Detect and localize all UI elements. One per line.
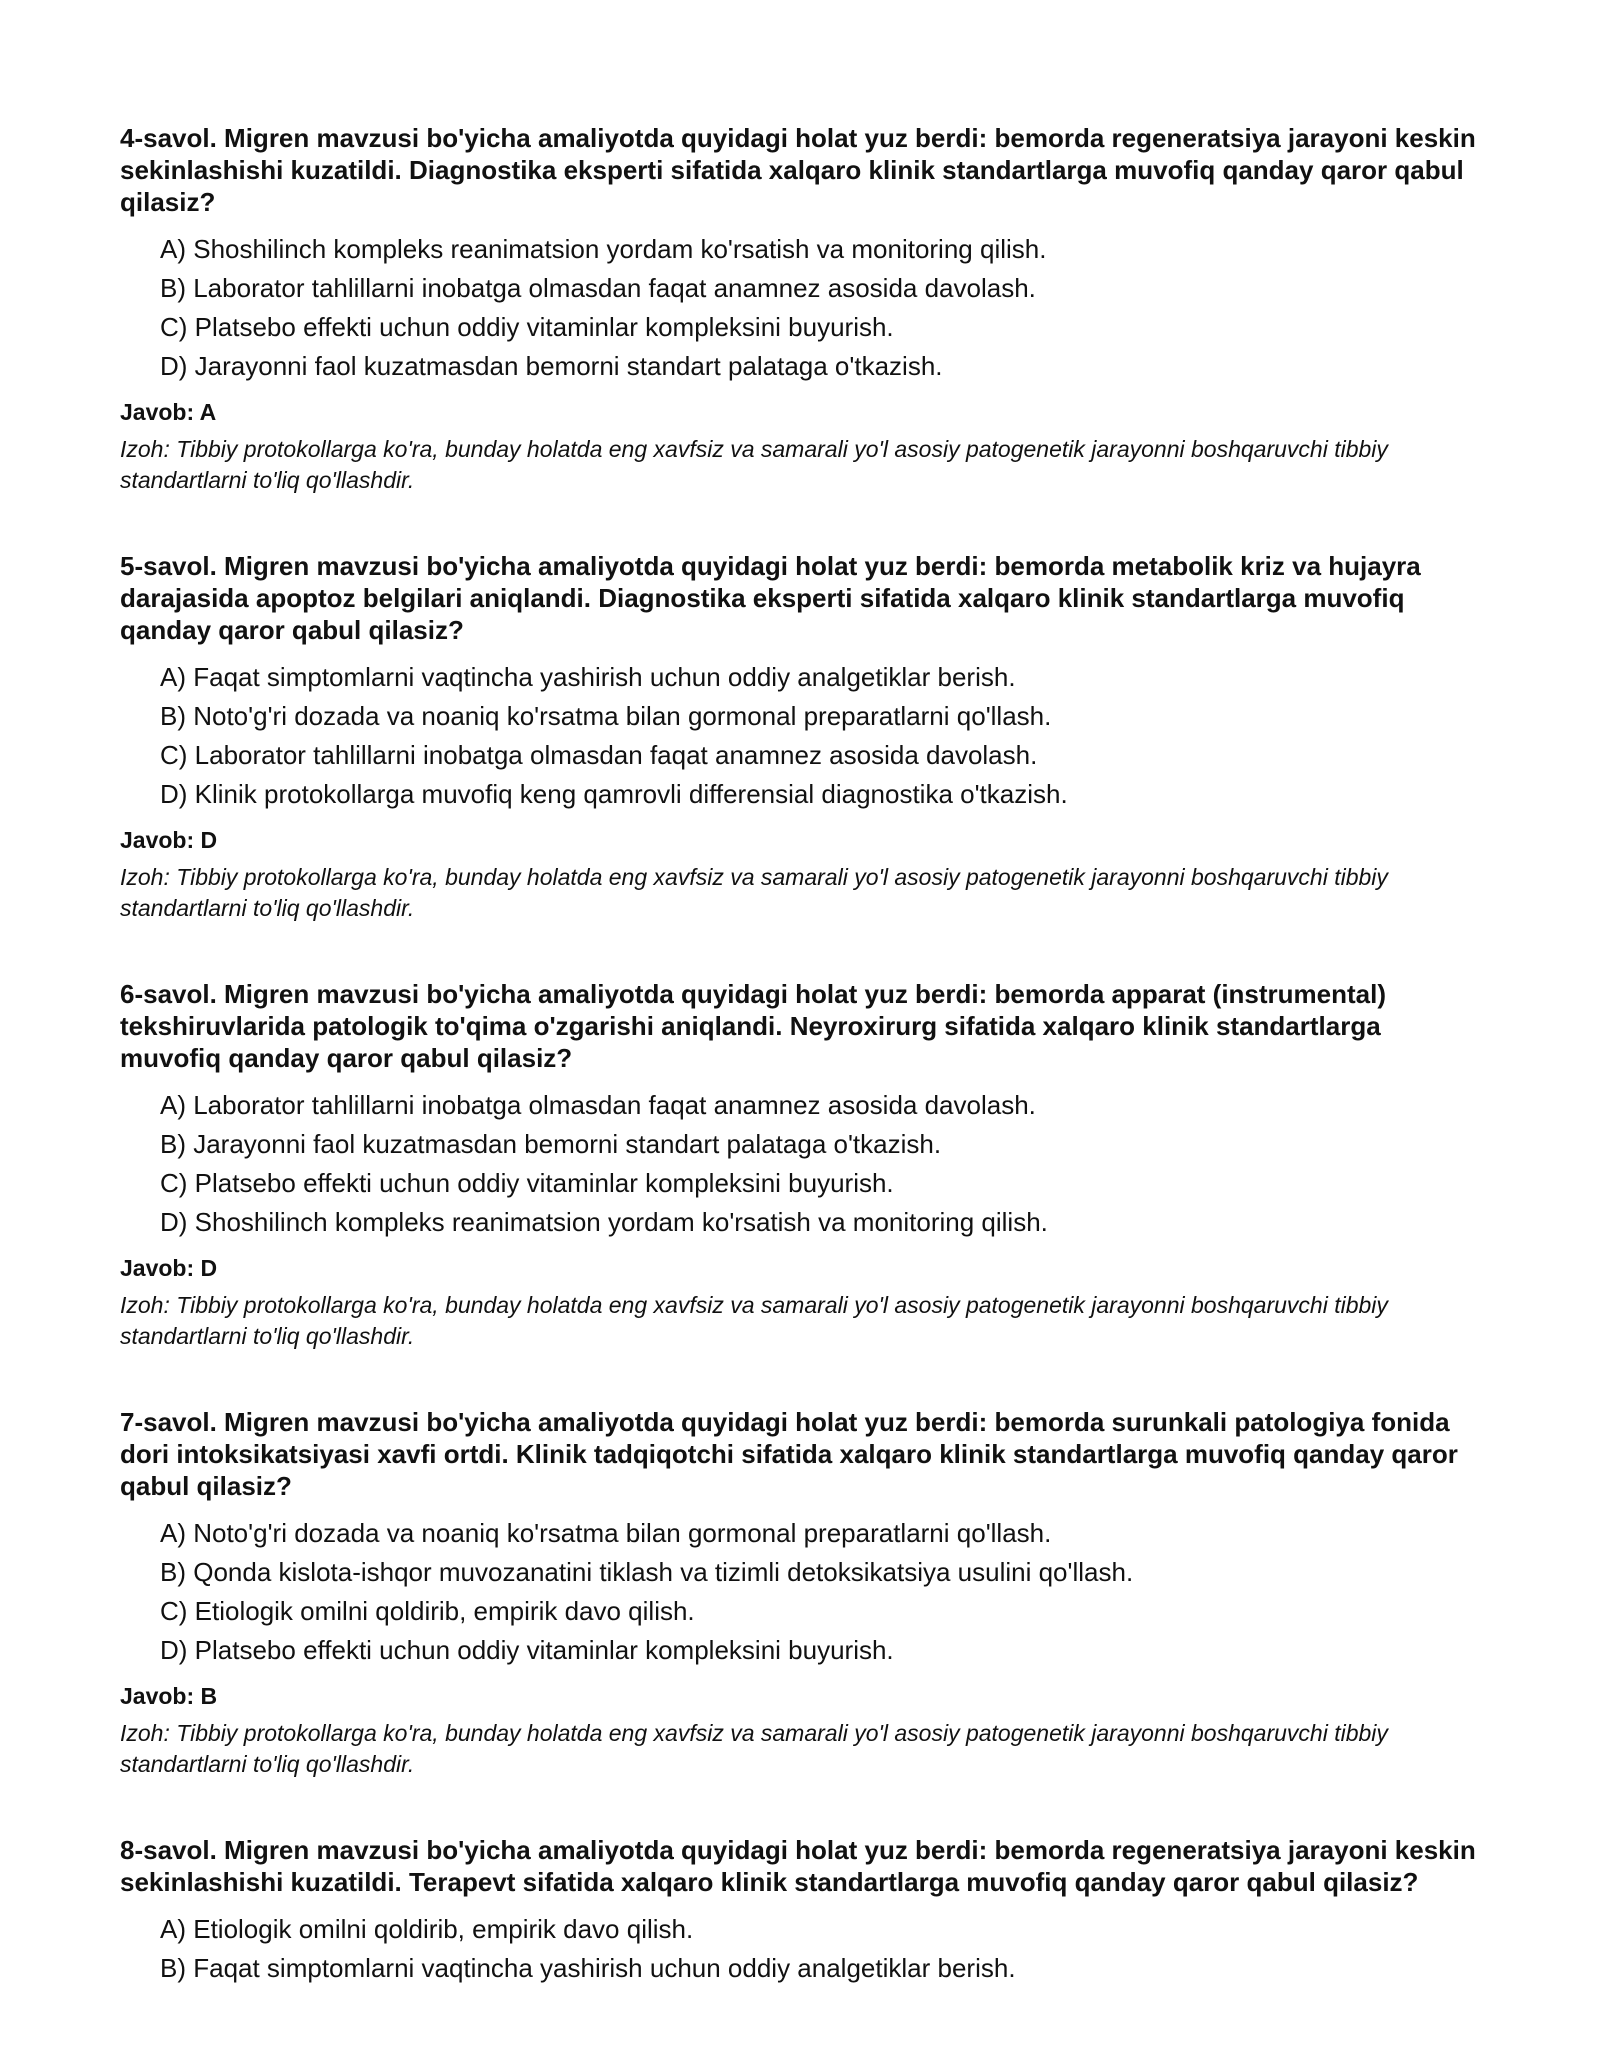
answer-key: Javob: B bbox=[120, 1683, 218, 1709]
question-text: 5-savol. Migren mavzusi bo'yicha amaliyotda quyidagi holat yuz berdi: bemorda metabolik kriz va hujayra darajasida apoptoz belgilari aniqlandi. Diagnostika eksperti sifatida xalqaro klinik standartlarga muvofiq qanday qaror qabul qilasiz? bbox=[120, 551, 1421, 645]
option-a: A) Faqat simptomlarni vaqtincha yashirish uchun oddiy analgetiklar berish. bbox=[160, 662, 1016, 692]
document-page bbox=[120, 122, 1480, 2042]
option-b: B) Laborator tahlillarni inobatga olmasdan faqat anamnez asosida davolash. bbox=[160, 273, 1036, 303]
question-text: 7-savol. Migren mavzusi bo'yicha amaliyotda quyidagi holat yuz berdi: bemorda surunkali patologiya fonida dori intoksikatsiyasi xavfi ortdi. Klinik tadqiqotchi sifatida xalqaro klinik standartlarga muvofiq qanday qaror qabul qilasiz? bbox=[120, 1407, 1458, 1501]
answer-options bbox=[120, 658, 1480, 814]
option-b: B) Jarayonni faol kuzatmasdan bemorni standart palataga o'tkazish. bbox=[160, 1129, 942, 1159]
option-c: C) Platsebo effekti uchun oddiy vitaminlar kompleksini buyurish. bbox=[160, 1168, 894, 1198]
question-block-4 bbox=[120, 122, 1480, 496]
option-d: D) Klinik protokollarga muvofiq keng qamrovli differensial diagnostika o'tkazish. bbox=[160, 779, 1068, 809]
option-b: B) Qonda kislota-ishqor muvozanatini tiklash va tizimli detoksikatsiya usulini qo'llash. bbox=[160, 1557, 1134, 1587]
option-c: C) Etiologik omilni qoldirib, empirik davo qilish. bbox=[160, 1596, 695, 1626]
option-d: D) Jarayonni faol kuzatmasdan bemorni standart palataga o'tkazish. bbox=[160, 351, 943, 381]
option-a: A) Laborator tahlillarni inobatga olmasdan faqat anamnez asosida davolash. bbox=[160, 1090, 1036, 1120]
option-a: A) Noto'g'ri dozada va noaniq ko'rsatma bilan gormonal preparatlarni qo'llash. bbox=[160, 1518, 1052, 1548]
explanation-note: Izoh: Tibbiy protokollarga ko'ra, bunday holatda eng xavfsiz va samarali yo'l asosiy patogenetik jarayonni boshqaruvchi tibbiy standartlarni to'liq qo'llashdir. bbox=[120, 436, 1388, 493]
answer-key: Javob: D bbox=[120, 1255, 218, 1281]
answer-options bbox=[120, 230, 1480, 386]
question-block-6 bbox=[120, 978, 1480, 1352]
option-a: A) Shoshilinch kompleks reanimatsion yordam ko'rsatish va monitoring qilish. bbox=[160, 234, 1047, 264]
question-block-7 bbox=[120, 1406, 1480, 1780]
answer-key: Javob: D bbox=[120, 827, 218, 853]
option-b: B) Noto'g'ri dozada va noaniq ko'rsatma bilan gormonal preparatlarni qo'llash. bbox=[160, 701, 1052, 731]
answer-key: Javob: A bbox=[120, 399, 217, 425]
option-c: C) Platsebo effekti uchun oddiy vitaminlar kompleksini buyurish. bbox=[160, 312, 894, 342]
explanation-note: Izoh: Tibbiy protokollarga ko'ra, bunday holatda eng xavfsiz va samarali yo'l asosiy patogenetik jarayonni boshqaruvchi tibbiy standartlarni to'liq qo'llashdir. bbox=[120, 1292, 1388, 1349]
question-text: 4-savol. Migren mavzusi bo'yicha amaliyotda quyidagi holat yuz berdi: bemorda regeneratsiya jarayoni keskin sekinlashishi kuzatildi. Diagnostika eksperti sifatida xalqaro klinik standartlarga muvofiq qanday qaror qabul qilasiz? bbox=[120, 123, 1476, 217]
question-block-8 bbox=[120, 1834, 1480, 1988]
answer-options bbox=[120, 1910, 1480, 1988]
explanation-note: Izoh: Tibbiy protokollarga ko'ra, bunday holatda eng xavfsiz va samarali yo'l asosiy patogenetik jarayonni boshqaruvchi tibbiy standartlarni to'liq qo'llashdir. bbox=[120, 1720, 1388, 1777]
option-b: B) Faqat simptomlarni vaqtincha yashirish uchun oddiy analgetiklar berish. bbox=[160, 1953, 1016, 1983]
explanation-note: Izoh: Tibbiy protokollarga ko'ra, bunday holatda eng xavfsiz va samarali yo'l asosiy patogenetik jarayonni boshqaruvchi tibbiy standartlarni to'liq qo'llashdir. bbox=[120, 864, 1388, 921]
option-c: C) Laborator tahlillarni inobatga olmasdan faqat anamnez asosida davolash. bbox=[160, 740, 1038, 770]
question-text: 8-savol. Migren mavzusi bo'yicha amaliyotda quyidagi holat yuz berdi: bemorda regeneratsiya jarayoni keskin sekinlashishi kuzatildi. Terapevt sifatida xalqaro klinik standartlarga muvofiq qanday qaror qabul qilasiz? bbox=[120, 1835, 1476, 1897]
question-block-5 bbox=[120, 550, 1480, 924]
question-text: 6-savol. Migren mavzusi bo'yicha amaliyotda quyidagi holat yuz berdi: bemorda apparat (instrumental) tekshiruvlarida patologik to'qima o'zgarishi aniqlandi. Neyroxirurg sifatida xalqaro klinik standartlarga muvofiq qanday qaror qabul qilasiz? bbox=[120, 979, 1387, 1073]
option-d: D) Shoshilinch kompleks reanimatsion yordam ko'rsatish va monitoring qilish. bbox=[160, 1207, 1048, 1237]
answer-options bbox=[120, 1514, 1480, 1670]
answer-options bbox=[120, 1086, 1480, 1242]
option-d: D) Platsebo effekti uchun oddiy vitaminlar kompleksini buyurish. bbox=[160, 1635, 894, 1665]
option-a: A) Etiologik omilni qoldirib, empirik davo qilish. bbox=[160, 1914, 694, 1944]
